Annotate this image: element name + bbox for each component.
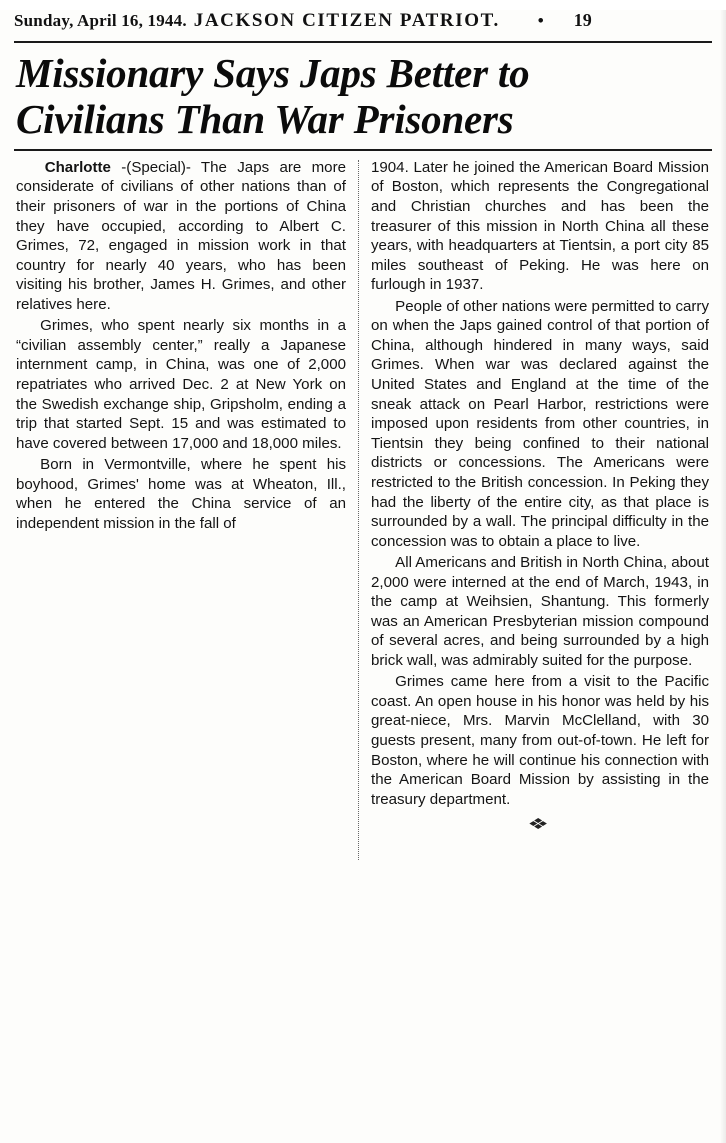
masthead-paper-name: JACKSON CITIZEN PATRIOT. — [193, 10, 500, 31]
masthead — [14, 10, 710, 38]
article-column-left — [16, 158, 356, 535]
paragraph: People of other nations were permitted to carry on when the Japs gained control of that portion of China, although hindered in many ways, said Grimes. When war was declared against the United States and England at the time of the sneak attack on Pearl Harbor, restrictions were imposed upon residents from other countries, in Tientsin they being confined to their national districts or concessions. The Americans were restricted to the British concession. In Peking they had the liberty of the entire city, as that place is surrounded by a wall. The principal difficulty in the concession was to obtain a place to live. — [371, 297, 709, 550]
paragraph: Grimes came here from a visit to the Pacific coast. An open house in his honor was held by his great-niece, Mrs. Marvin McClelland, with 30 guests present, many from out-of-town. He left for Boston, where he will continue his connection with the American Board Mission by assisting in the treasury department. — [371, 673, 709, 808]
masthead-rule — [14, 41, 712, 43]
masthead-separator: • — [537, 11, 544, 30]
paragraph-text: -(Special)- The Japs are more considerate of civilians of other nations than of their prisoners of war in the portions of China they have occupied, according to Albert C. Grimes, 72, engaged in mission work in that country for nearly 40 years, who has been visiting his brother, James H. Grimes, and other relatives here. — [16, 158, 346, 314]
newspaper-page — [0, 10, 726, 1143]
end-ornament-glyph: ❖ — [527, 816, 553, 834]
page-title — [16, 51, 712, 143]
end-ornament — [371, 815, 709, 835]
dateline: Charlotte — [44, 158, 111, 176]
headline-line-2: Civilians Than War Prisoners — [16, 95, 514, 142]
paragraph: Grimes, who spent nearly six months in a “civilian assembly center,” really a Japanese internment camp, in China, was one of 2,000 repatriates who arrived Dec. 2 at New York on the Swedish exchange ship, Gripsholm, ending a trip that started Sept. 15 and was estimated to have covered between 17,000 and 18,000 miles. — [16, 317, 346, 452]
headline-line-1: Missionary Says Japs Better to — [16, 50, 530, 96]
paragraph — [16, 158, 346, 315]
article-column-right — [367, 158, 709, 835]
masthead-date: Sunday, April 16, 1944. — [14, 11, 187, 30]
masthead-page-number: 19 — [573, 10, 592, 30]
paragraph: All Americans and British in North China, about 2,000 were interned at the end of March, 1943, in the camp at Weihsien, Shantung. This formerly was an American Presbyterian mission compound of several acres, and being surrounded by a high brick wall, was admirably suited for the purpose. — [371, 554, 709, 670]
paragraph: Born in Vermontville, where he spent his boyhood, Grimes' home was at Wheaton, Ill., when he entered the China service of an independent mission in the fall of — [16, 455, 346, 532]
page-edge-shadow — [720, 10, 726, 1143]
article-body — [16, 158, 714, 860]
headline-rule — [14, 149, 712, 151]
column-divider — [358, 160, 359, 860]
paragraph: 1904. Later he joined the American Board Mission of Boston, which represents the Congregational and Christian churches and has been the treasurer of this mission in North China all these years, with headquarters at Tientsin, a port city 85 miles southeast of Peking. He was here on furlough in 1937. — [371, 158, 709, 294]
